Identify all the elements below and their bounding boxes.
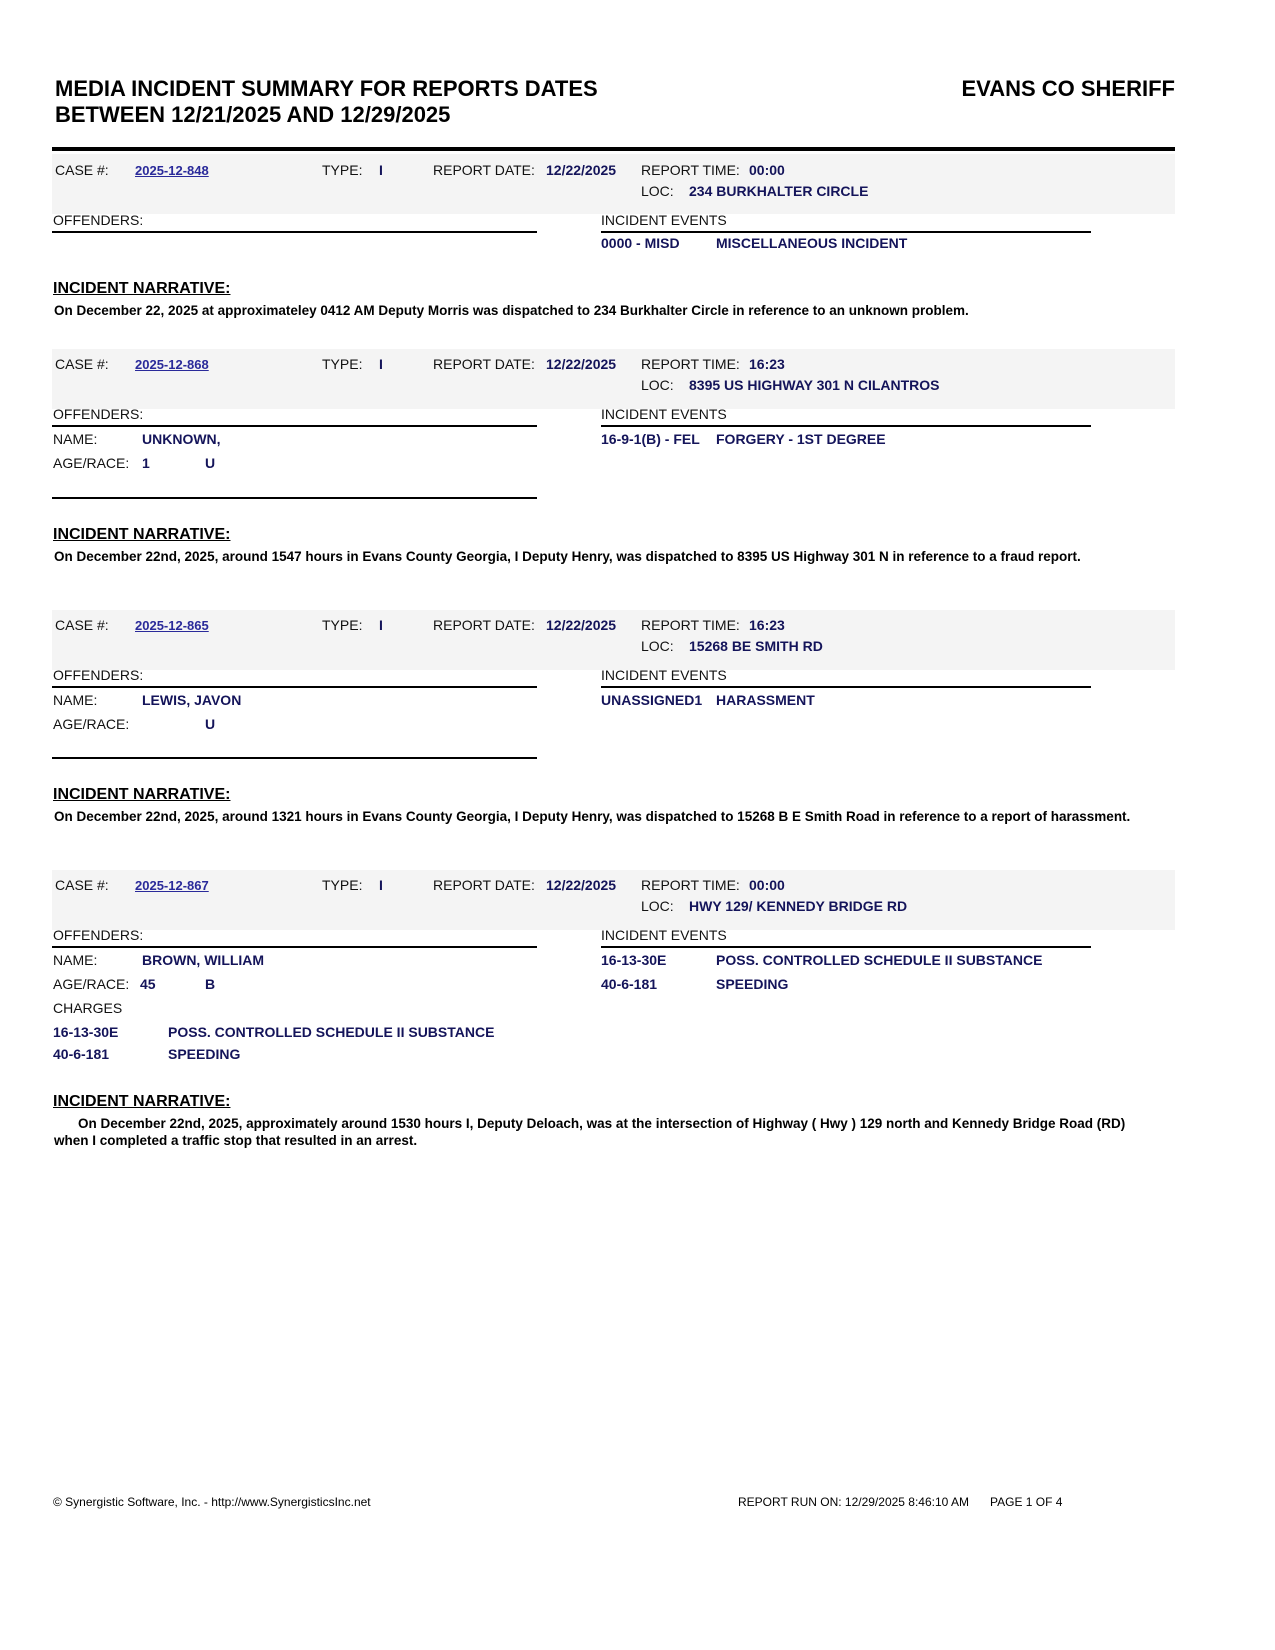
offender-age-value: 1	[142, 455, 150, 471]
narrative-heading: INCIDENT NARRATIVE:	[53, 1093, 231, 1110]
report-time-label: REPORT TIME:	[641, 617, 740, 633]
report-date-value: 12/22/2025	[546, 877, 617, 893]
location-label: LOC:	[641, 898, 674, 914]
offender-name-value: BROWN, WILLIAM	[142, 952, 265, 968]
location-value: 8395 US HIGHWAY 301 N CILANTROS	[689, 377, 940, 393]
charges-label: CHARGES	[53, 1000, 123, 1016]
charge-code: 40-6-181	[53, 1046, 110, 1062]
offenders-label: OFFENDERS:	[53, 212, 144, 228]
offender-name-value: UNKNOWN,	[142, 431, 221, 447]
offenders-bottom-rule	[52, 497, 537, 499]
offenders-rule	[52, 231, 537, 233]
type-label: TYPE:	[322, 162, 363, 178]
narrative-heading: INCIDENT NARRATIVE:	[53, 526, 231, 543]
offender-name-label: NAME:	[53, 952, 98, 968]
case-number-link[interactable]: 2025-12-848	[135, 163, 209, 178]
report-time-label: REPORT TIME:	[641, 877, 740, 893]
offender-name-label: NAME:	[53, 692, 98, 708]
narrative-heading: INCIDENT NARRATIVE:	[53, 280, 231, 297]
event-code: 0000 - MISD	[601, 235, 680, 251]
location-label: LOC:	[641, 183, 674, 199]
case-number-link[interactable]: 2025-12-868	[135, 357, 209, 372]
type-value: I	[379, 877, 383, 893]
location-label: LOC:	[641, 377, 674, 393]
narrative-text: On December 22nd, 2025, approximately around 1530 hours I, Deputy Deloach, was at the intersection of Highway ( Hwy ) 129 north and Kennedy Bridge Road (RD) when I completed a traffic stop that resulted in an arrest.	[54, 1116, 1126, 1148]
footer-copyright: © Synergistic Software, Inc. - http://www.SynergisticsInc.net	[53, 1495, 371, 1509]
report-time-value: 16:23	[749, 356, 785, 372]
narrative-heading: INCIDENT NARRATIVE:	[53, 786, 231, 803]
report-date-label: REPORT DATE:	[433, 617, 535, 633]
incident-events-label: INCIDENT EVENTS	[601, 667, 727, 683]
events-rule	[601, 425, 1091, 427]
offender-race-value: U	[205, 455, 216, 471]
offender-age-race-label: AGE/RACE:	[53, 716, 130, 732]
report-date-label: REPORT DATE:	[433, 877, 535, 893]
case-number-link[interactable]: 2025-12-865	[135, 618, 209, 633]
offenders-rule	[52, 425, 537, 427]
event-code: UNASSIGNED1	[601, 692, 703, 708]
event-description: POSS. CONTROLLED SCHEDULE II SUBSTANCE	[716, 952, 1043, 968]
location-label: LOC:	[641, 638, 674, 654]
header-rule	[52, 147, 1175, 151]
event-description: MISCELLANEOUS INCIDENT	[716, 235, 908, 251]
events-rule	[601, 231, 1091, 233]
type-value: I	[379, 162, 383, 178]
offender-age-value: 45	[140, 976, 156, 992]
location-value: 234 BURKHALTER CIRCLE	[689, 183, 869, 199]
report-title	[55, 76, 598, 128]
offenders-rule	[52, 686, 537, 688]
offender-name-label: NAME:	[53, 431, 98, 447]
offenders-label: OFFENDERS:	[53, 927, 144, 943]
case-number-link[interactable]: 2025-12-867	[135, 878, 209, 893]
incident-events-label: INCIDENT EVENTS	[601, 927, 727, 943]
footer-page-number: PAGE 1 OF 4	[990, 1495, 1063, 1509]
offender-name-value: LEWIS, JAVON	[142, 692, 242, 708]
event-description: HARASSMENT	[716, 692, 815, 708]
offender-age-race-label: AGE/RACE:	[53, 455, 130, 471]
report-title-line1: MEDIA INCIDENT SUMMARY FOR REPORTS DATES	[55, 76, 598, 101]
type-label: TYPE:	[322, 356, 363, 372]
case-label: CASE #:	[55, 617, 109, 633]
offender-age-race-label: AGE/RACE:	[53, 976, 130, 992]
offenders-label: OFFENDERS:	[53, 406, 144, 422]
case-label: CASE #:	[55, 356, 109, 372]
report-date-value: 12/22/2025	[546, 356, 617, 372]
incident-events-label: INCIDENT EVENTS	[601, 212, 727, 228]
report-date-label: REPORT DATE:	[433, 162, 535, 178]
case-label: CASE #:	[55, 877, 109, 893]
type-label: TYPE:	[322, 617, 363, 633]
footer-run-date: REPORT RUN ON: 12/29/2025 8:46:10 AM	[738, 1495, 970, 1509]
event-code: 16-13-30E	[601, 952, 667, 968]
agency-name: EVANS CO SHERIFF	[961, 76, 1175, 101]
incident-events-label: INCIDENT EVENTS	[601, 406, 727, 422]
case-label: CASE #:	[55, 162, 109, 178]
report-title-line2: BETWEEN 12/21/2025 AND 12/29/2025	[55, 102, 451, 127]
event-code: 16-9-1(B) - FEL	[601, 431, 700, 447]
charge-description: SPEEDING	[168, 1046, 241, 1062]
report-time-label: REPORT TIME:	[641, 162, 740, 178]
report-time-value: 00:00	[749, 162, 785, 178]
events-rule	[601, 946, 1091, 948]
narrative-text: On December 22nd, 2025, around 1547 hours in Evans County Georgia, I Deputy Henry, was dispatched to 8395 US Highway 301 N in reference to a fraud report.	[54, 549, 1081, 564]
report-date-value: 12/22/2025	[546, 162, 617, 178]
charge-code: 16-13-30E	[53, 1024, 119, 1040]
type-value: I	[379, 617, 383, 633]
event-description: SPEEDING	[716, 976, 789, 992]
offender-race-value: B	[205, 976, 216, 992]
events-rule	[601, 686, 1091, 688]
offenders-rule	[52, 946, 537, 948]
report-time-label: REPORT TIME:	[641, 356, 740, 372]
type-value: I	[379, 356, 383, 372]
narrative-text: On December 22, 2025 at approximateley 0412 AM Deputy Morris was dispatched to 234 Burkhalter Circle in reference to an unknown problem.	[54, 303, 969, 318]
charge-description: POSS. CONTROLLED SCHEDULE II SUBSTANCE	[168, 1024, 495, 1040]
report-date-value: 12/22/2025	[546, 617, 617, 633]
report-time-value: 00:00	[749, 877, 785, 893]
offenders-label: OFFENDERS:	[53, 667, 144, 683]
location-value: HWY 129/ KENNEDY BRIDGE RD	[689, 898, 908, 914]
offender-race-value: U	[205, 716, 216, 732]
type-label: TYPE:	[322, 877, 363, 893]
location-value: 15268 BE SMITH RD	[689, 638, 823, 654]
report-time-value: 16:23	[749, 617, 785, 633]
event-description: FORGERY - 1ST DEGREE	[716, 431, 886, 447]
report-date-label: REPORT DATE:	[433, 356, 535, 372]
offenders-bottom-rule	[52, 757, 537, 759]
narrative-text: On December 22nd, 2025, around 1321 hours in Evans County Georgia, I Deputy Henry, was dispatched to 15268 B E Smith Road in reference to a report of harassment.	[54, 809, 1131, 824]
event-code: 40-6-181	[601, 976, 658, 992]
